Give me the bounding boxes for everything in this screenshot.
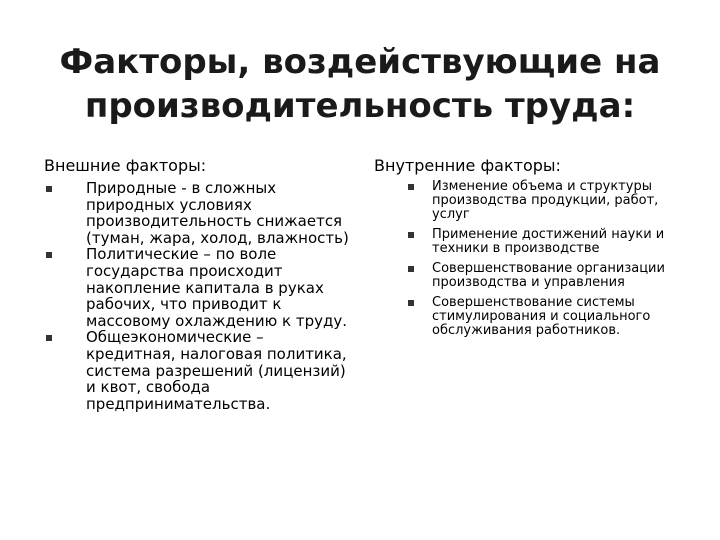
square-bullet-icon — [408, 266, 414, 272]
page-title: Факторы, воздействующие на производительность труда: — [59, 42, 661, 126]
square-bullet-icon — [408, 300, 414, 306]
list-item — [44, 246, 354, 329]
internal-factors-column — [372, 156, 692, 344]
internal-factors-list — [372, 180, 692, 338]
square-bullet-icon — [46, 335, 52, 341]
internal-factor-organization: Совершенствование организации производства и управления — [432, 261, 665, 290]
list-item — [372, 228, 692, 256]
list-item — [372, 296, 692, 338]
external-factor-natural: Природные - в сложных природных условиях производительность снижается (туман, жара, холод, влажность) — [86, 179, 349, 247]
external-factors-list — [44, 180, 354, 412]
list-item — [372, 180, 692, 222]
list-item — [44, 329, 354, 412]
external-factors-heading: Внешние факторы: — [44, 156, 207, 175]
square-bullet-icon — [46, 252, 52, 258]
square-bullet-icon — [408, 184, 414, 190]
list-item — [372, 262, 692, 290]
square-bullet-icon — [46, 186, 52, 192]
external-factor-political: Политические – по воле государства происходит накопление капитала в руках рабочих, что приводит к массовому охлаждению к труду. — [86, 245, 348, 330]
internal-factor-incentives: Совершенствование системы стимулирования и социального обслуживания работников. — [432, 295, 651, 338]
square-bullet-icon — [408, 232, 414, 238]
list-item — [44, 180, 354, 246]
external-factor-economic: Общеэкономические – кредитная, налоговая политика, система разрешений (лицензий) и квот, свобода предпринимательства. — [86, 328, 347, 413]
internal-factor-structure: Изменение объема и структуры производства продукции, работ, услуг — [432, 179, 659, 222]
internal-factors-heading: Внутренние факторы: — [374, 156, 561, 175]
external-factors-column — [44, 156, 354, 412]
internal-factor-science: Применение достижений науки и техники в производстве — [432, 227, 665, 256]
